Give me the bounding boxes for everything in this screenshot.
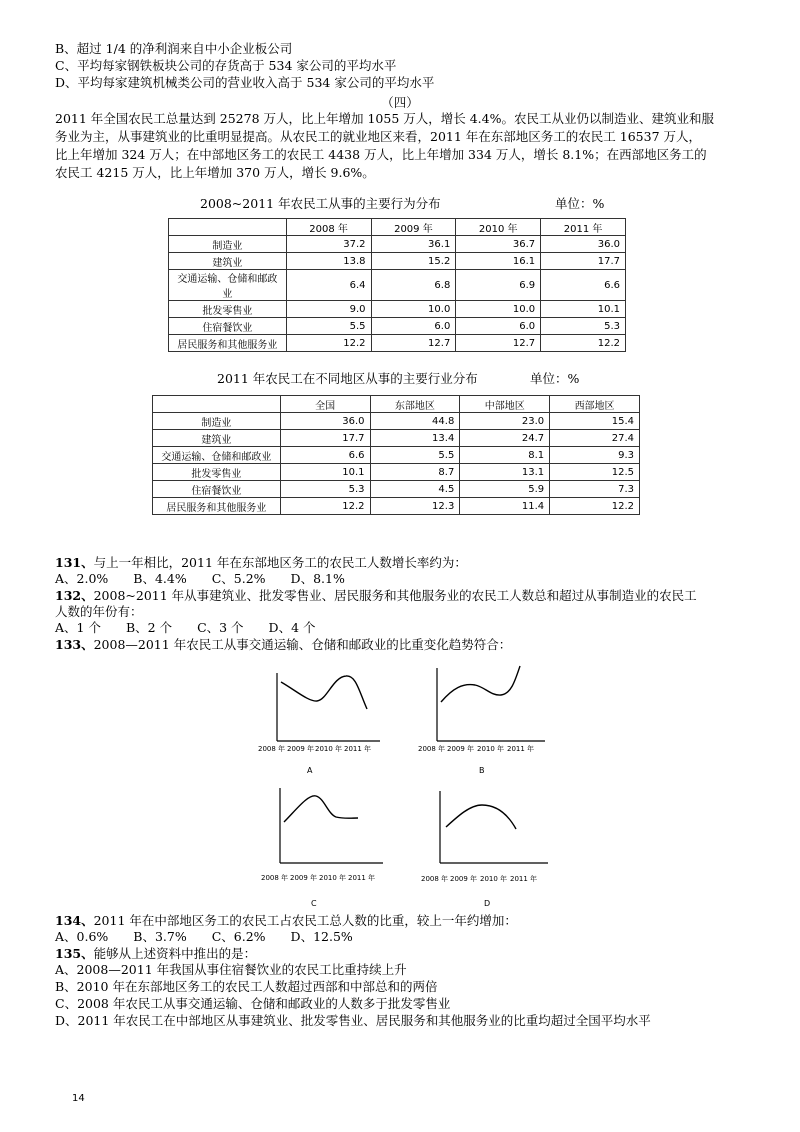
table-cell: 24.7 — [460, 430, 550, 447]
table1-title: 2008~2011 年农民工从事的主要行为分布 — [200, 196, 441, 211]
table-cell: 8.1 — [460, 447, 550, 464]
intro-paragraph — [55, 110, 755, 182]
table-cell: 12.2 — [541, 335, 626, 352]
x-label: 2011 年 — [344, 745, 372, 753]
row-label: 制造业 — [169, 236, 287, 253]
table-cell: 6.6 — [280, 447, 370, 464]
question-text: 2008—2011 年农民工从事交通运输、仓储和邮政业的比重变化趋势符合： — [93, 637, 512, 652]
question-number: 134、 — [55, 913, 94, 928]
question-135 — [55, 946, 256, 962]
table-row — [169, 301, 626, 318]
curve-c — [284, 796, 358, 822]
table-cell: 6.6 — [541, 270, 626, 301]
row-label: 建筑业 — [153, 430, 281, 447]
table-row — [169, 335, 626, 352]
table-header-cell — [169, 219, 287, 236]
table-cell: 12.7 — [371, 335, 456, 352]
table-cell: 17.7 — [541, 253, 626, 270]
table-header-cell: 全国 — [280, 396, 370, 413]
question-131 — [55, 555, 467, 571]
table-row — [153, 430, 640, 447]
table-cell: 5.5 — [370, 447, 460, 464]
question-135-option-d: D、2011 年农民工在中部地区从事建筑业、批发零售业、居民服务和其他服务业的比重均超过全国平均水平 — [55, 1013, 651, 1028]
table-header-cell: 中部地区 — [460, 396, 550, 413]
table-row — [153, 481, 640, 498]
table2-title: 2011 年农民工在不同地区从事的主要行业分布 — [217, 371, 478, 386]
table-cell: 27.4 — [550, 430, 640, 447]
table-cell: 36.0 — [541, 236, 626, 253]
question-132-text-cont: 人数的年份有： — [55, 604, 143, 619]
table-cell: 15.4 — [550, 413, 640, 430]
table-cell: 13.8 — [286, 253, 371, 270]
table-cell: 13.1 — [460, 464, 550, 481]
x-label: 2010 年 — [319, 874, 347, 882]
x-label: 2010 年 — [477, 745, 505, 753]
table-row — [169, 236, 626, 253]
question-131-options: A、2.0% B、4.4% C、5.2% D、8.1% — [55, 571, 345, 586]
table-cell: 9.0 — [286, 301, 371, 318]
intro-line: 农民工 4215 万人，比上年增加 370 万人，增长 9.6%。 — [55, 165, 375, 180]
table1-unit: 单位：% — [555, 196, 605, 211]
table-cell: 11.4 — [460, 498, 550, 515]
row-label: 居民服务和其他服务业 — [169, 335, 287, 352]
graph-b — [415, 660, 550, 777]
row-label: 交通运输、仓储和邮政业 — [153, 447, 281, 464]
table-cell: 6.0 — [456, 318, 541, 335]
graph-a — [255, 665, 385, 777]
table-cell: 12.5 — [550, 464, 640, 481]
option-c-prev: C、平均每家钢铁板块公司的存货高于 534 家公司的平均水平 — [55, 58, 397, 73]
table1 — [168, 218, 626, 352]
table-cell: 37.2 — [286, 236, 371, 253]
question-number: 132、 — [55, 588, 94, 603]
table-cell: 6.4 — [286, 270, 371, 301]
table-cell: 6.8 — [371, 270, 456, 301]
curve-b — [441, 666, 520, 702]
question-number: 133、 — [55, 637, 94, 652]
table-row — [169, 318, 626, 335]
table-header-cell — [153, 396, 281, 413]
table-cell: 16.1 — [456, 253, 541, 270]
graph-label: C — [311, 899, 317, 908]
row-label: 居民服务和其他服务业 — [153, 498, 281, 515]
option-d-prev: D、平均每家建筑机械类公司的营业收入高于 534 家公司的平均水平 — [55, 75, 435, 90]
question-text: 能够从上述资料中推出的是： — [93, 946, 257, 961]
question-132-options: A、1 个 B、2 个 C、3 个 D、4 个 — [55, 620, 316, 635]
table-header-row — [153, 396, 640, 413]
row-label: 交通运输、仓储和邮政业 — [169, 270, 287, 301]
row-label: 制造业 — [153, 413, 281, 430]
table-cell: 12.2 — [280, 498, 370, 515]
x-label: 2011 年 — [507, 745, 535, 753]
table-row — [153, 464, 640, 481]
curve-a — [281, 676, 367, 709]
table-cell: 10.0 — [456, 301, 541, 318]
table-row — [169, 253, 626, 270]
graph-label: B — [479, 766, 485, 775]
table-cell: 23.0 — [460, 413, 550, 430]
x-label: 2008 年 — [418, 745, 446, 753]
question-135-option-a: A、2008—2011 年我国从事住宿餐饮业的农民工比重持续上升 — [55, 962, 407, 977]
option-b-prev: B、超过 1/4 的净利润来自中小企业板公司 — [55, 41, 293, 56]
question-135-option-b: B、2010 年在东部地区务工的农民工人数超过西部和中部总和的两倍 — [55, 979, 438, 994]
table-cell: 7.3 — [550, 481, 640, 498]
section-marker: （四） — [381, 95, 419, 110]
table-header-cell: 2008 年 — [286, 219, 371, 236]
table-row — [153, 447, 640, 464]
intro-line: 2011 年全国农民工总量达到 25278 万人，比上年增加 1055 万人，增长 4.4%。农民工从业仍以制造业、建筑业和服 — [55, 111, 714, 126]
table-header-cell: 西部地区 — [550, 396, 640, 413]
x-label: 2009 年 — [287, 745, 315, 753]
x-label: 2009 年 — [290, 874, 318, 882]
question-number: 135、 — [55, 946, 94, 961]
question-133 — [55, 637, 511, 653]
table-cell: 36.0 — [280, 413, 370, 430]
question-text: 2008~2011 年从事建筑业、批发零售业、居民服务和其他服务业的农民工人数总和超过从事制造业的农民工 — [93, 588, 697, 603]
table-cell: 12.2 — [286, 335, 371, 352]
table-header-cell: 2009 年 — [371, 219, 456, 236]
curve-d — [446, 805, 516, 829]
table-cell: 8.7 — [370, 464, 460, 481]
table-row — [153, 498, 640, 515]
x-label: 2010 年 — [315, 745, 343, 753]
table2 — [152, 395, 640, 515]
table-cell: 6.9 — [456, 270, 541, 301]
graph-label: A — [307, 766, 313, 775]
table-header-cell: 2011 年 — [541, 219, 626, 236]
table-cell: 17.7 — [280, 430, 370, 447]
x-label: 2008 年 — [261, 874, 289, 882]
table-cell: 5.3 — [280, 481, 370, 498]
table-cell: 5.3 — [541, 318, 626, 335]
table-cell: 12.2 — [550, 498, 640, 515]
graph-d — [418, 783, 553, 910]
table-cell: 15.2 — [371, 253, 456, 270]
table-cell: 10.1 — [541, 301, 626, 318]
x-label: 2008 年 — [258, 745, 286, 753]
table-cell: 4.5 — [370, 481, 460, 498]
table-cell: 13.4 — [370, 430, 460, 447]
table-cell: 10.1 — [280, 464, 370, 481]
x-label: 2008 年 — [421, 875, 449, 883]
table-cell: 36.1 — [371, 236, 456, 253]
table-header-row — [169, 219, 626, 236]
table-cell: 6.0 — [371, 318, 456, 335]
question-number: 131、 — [55, 555, 94, 570]
table-cell: 12.7 — [456, 335, 541, 352]
question-132 — [55, 588, 697, 604]
table-cell: 9.3 — [550, 447, 640, 464]
row-label: 批发零售业 — [169, 301, 287, 318]
intro-line: 比上年增加 324 万人；在中部地区务工的农民工 4438 万人，比上年增加 334 万人，增长 8.1%；在西部地区务工的 — [55, 147, 707, 162]
table-cell: 44.8 — [370, 413, 460, 430]
x-label: 2010 年 — [480, 875, 508, 883]
question-text: 与上一年相比，2011 年在东部地区务工的农民工人数增长率约为： — [93, 555, 467, 570]
table2-unit: 单位：% — [530, 371, 580, 386]
x-label: 2009 年 — [450, 875, 478, 883]
question-text: 2011 年在中部地区务工的农民工占农民工总人数的比重，较上一年约增加： — [93, 913, 517, 928]
question-134-options: A、0.6% B、3.7% C、6.2% D、12.5% — [55, 929, 353, 944]
question-134 — [55, 913, 517, 929]
table-header-cell: 2010 年 — [456, 219, 541, 236]
table-row — [169, 270, 626, 301]
row-label: 批发零售业 — [153, 464, 281, 481]
row-label: 住宿餐饮业 — [153, 481, 281, 498]
table-cell: 12.3 — [370, 498, 460, 515]
page-number: 14 — [72, 1093, 85, 1104]
intro-line: 务业为主，从事建筑业的比重明显提高。从农民工的就业地区来看，2011 年在东部地区务工的农民工 16537 万人， — [55, 129, 701, 144]
row-label: 住宿餐饮业 — [169, 318, 287, 335]
graph-label: D — [484, 899, 491, 908]
x-label: 2009 年 — [447, 745, 475, 753]
x-label: 2011 年 — [348, 874, 376, 882]
table-header-cell: 东部地区 — [370, 396, 460, 413]
table-cell: 36.7 — [456, 236, 541, 253]
row-label: 建筑业 — [169, 253, 287, 270]
table-cell: 10.0 — [371, 301, 456, 318]
x-label: 2011 年 — [510, 875, 538, 883]
question-135-option-c: C、2008 年农民工从事交通运输、仓储和邮政业的人数多于批发零售业 — [55, 996, 451, 1011]
graph-c — [258, 780, 388, 910]
table-row — [153, 413, 640, 430]
table-cell: 5.5 — [286, 318, 371, 335]
table-cell: 5.9 — [460, 481, 550, 498]
